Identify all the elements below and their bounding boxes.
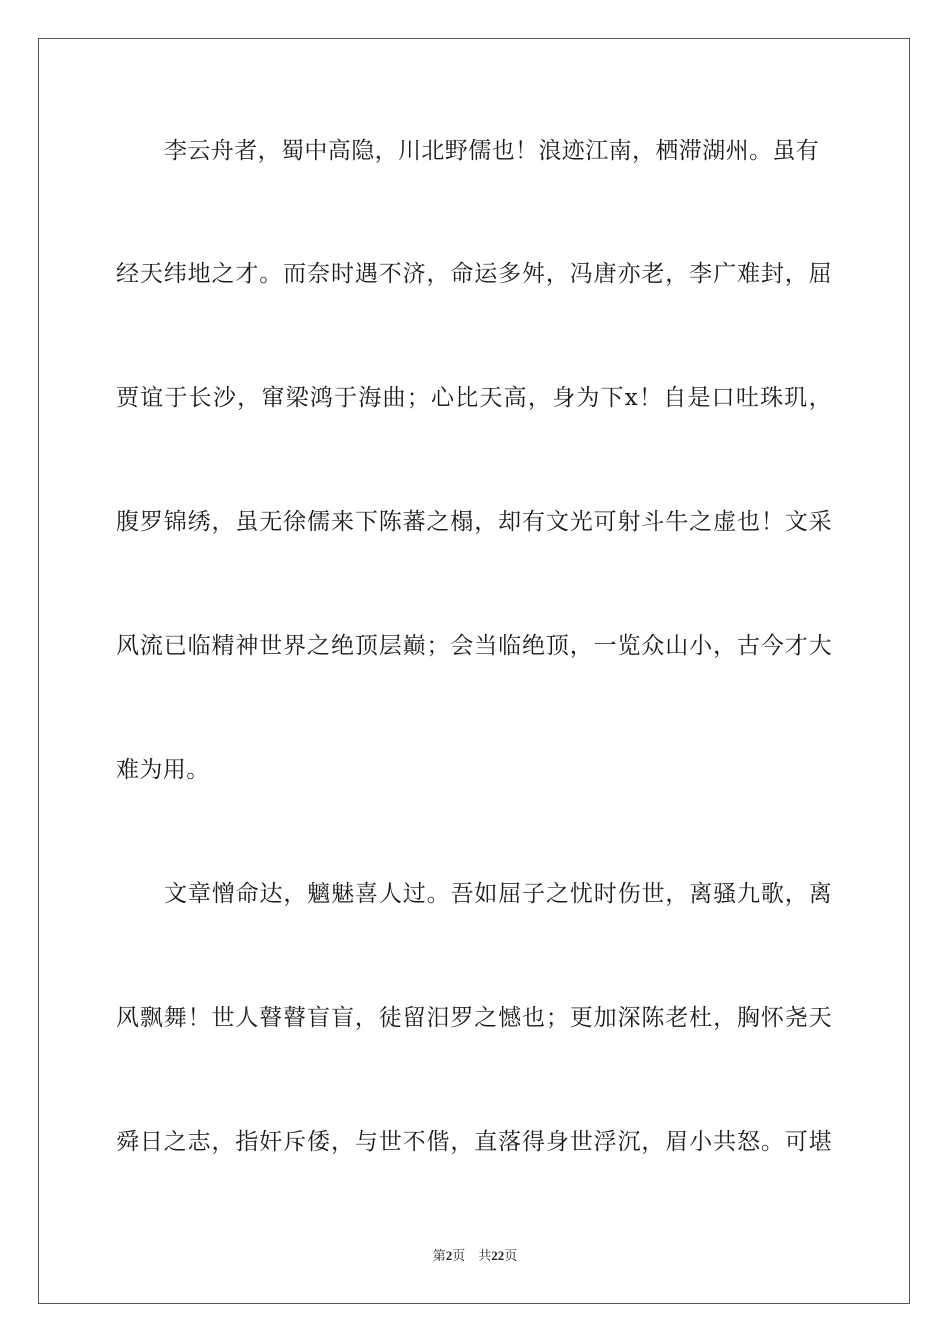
current-page-number: 2 — [445, 1248, 453, 1263]
text-line: 腹罗锦绣，虽无徐儒来下陈蕃之榻，却有文光可射斗牛之虚也！文采 — [116, 509, 832, 535]
total-suffix: 页 — [504, 1248, 518, 1263]
total-page-count: 22 — [491, 1248, 505, 1263]
page-footer — [0, 1247, 950, 1265]
page-suffix: 页 — [452, 1248, 466, 1263]
text-line: 经天纬地之才。而奈时遇不济，命运多舛，冯唐亦老，李广难封，屈 — [116, 261, 832, 287]
page-prefix: 第 — [432, 1248, 446, 1263]
text-line: 贾谊于长沙，窜梁鸿于海曲；心比天高，身为下x！自是口吐珠玑， — [116, 385, 832, 411]
text-line: 文章憎命达，魑魅喜人过。吾如屈子之忧时伤世，离骚九歌，离 — [164, 881, 832, 907]
text-line: 难为用。 — [116, 757, 210, 783]
total-prefix: 共 — [478, 1248, 492, 1263]
text-line: 李云舟者，蜀中高隐，川北野儒也！浪迹江南，栖滞湖州。虽有 — [164, 138, 820, 164]
text-line: 风飘舞！世人瞽瞽盲盲，徒留汨罗之憾也；更加深陈老杜，胸怀尧天 — [116, 1005, 832, 1031]
page-border — [38, 38, 910, 1304]
text-line: 舜日之志，指奸斥倭，与世不偕，直落得身世浮沉，眉小共怒。可堪 — [116, 1129, 832, 1155]
text-line: 风流已临精神世界之绝顶层巅；会当临绝顶，一览众山小，古今才大 — [116, 633, 832, 659]
